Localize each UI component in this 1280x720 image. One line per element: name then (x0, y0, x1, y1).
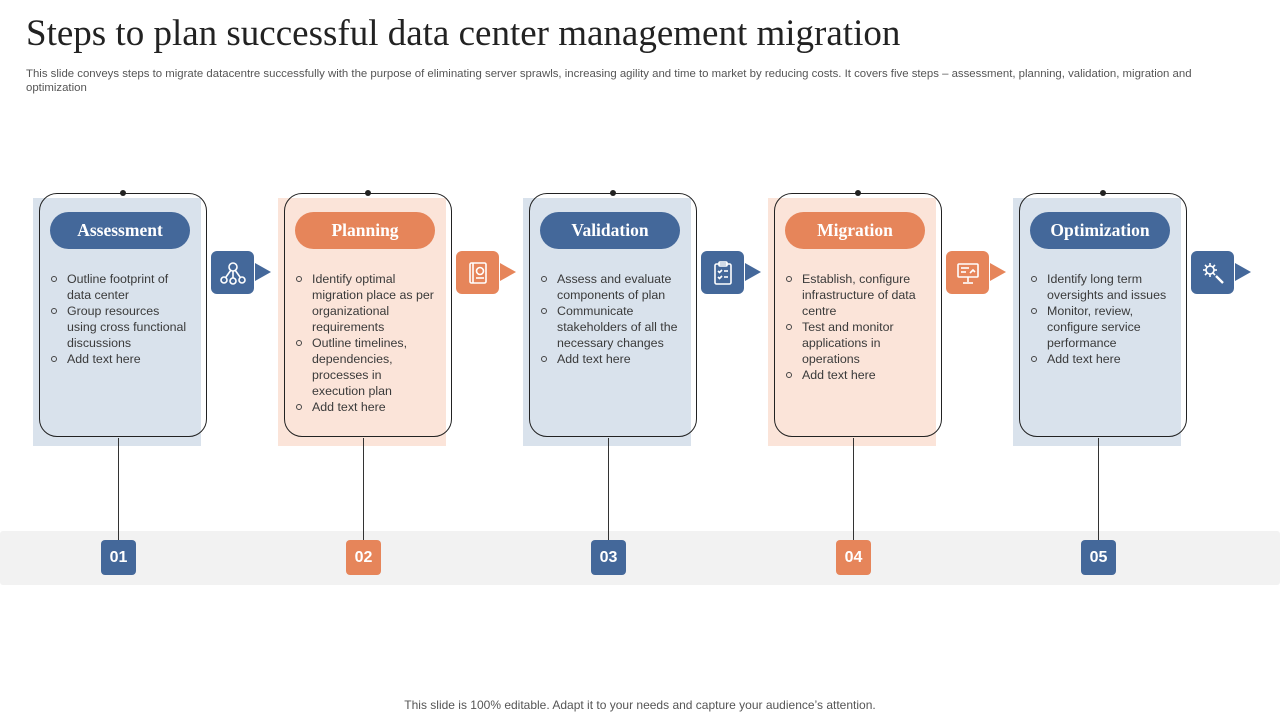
step-bullet-list (294, 271, 434, 415)
list-item: Outline footprint of data center (49, 271, 189, 303)
step-number-badge: 05 (1081, 540, 1116, 575)
network-icon (211, 251, 254, 294)
list-item: Establish, configure infrastructure of data centre (784, 271, 924, 319)
step-title-pill: Optimization (1030, 212, 1170, 249)
list-item: Add text here (539, 351, 679, 367)
connector-line (118, 438, 119, 541)
list-item: Monitor, review, configure service performance (1029, 303, 1169, 351)
connector-dot (610, 190, 616, 196)
arrow-right-icon (255, 263, 271, 281)
connector-line (853, 438, 854, 541)
list-item: Test and monitor applications in operations (784, 319, 924, 367)
plan-document-icon (456, 251, 499, 294)
connector-dot (120, 190, 126, 196)
step-assessment (33, 188, 263, 588)
gear-search-icon (1191, 251, 1234, 294)
list-item: Add text here (294, 399, 434, 415)
slide-footer: This slide is 100% editable. Adapt it to your needs and capture your audience’s attention. (404, 698, 876, 712)
step-bullet-list (49, 271, 189, 367)
connector-dot (365, 190, 371, 196)
step-number-badge: 04 (836, 540, 871, 575)
connector-line (1098, 438, 1099, 541)
step-bullet-list (784, 271, 924, 383)
migration-presentation-icon (946, 251, 989, 294)
step-number-badge: 02 (346, 540, 381, 575)
connector-line (363, 438, 364, 541)
connector-line (608, 438, 609, 541)
step-bullet-list (539, 271, 679, 367)
connector-dot (1100, 190, 1106, 196)
list-item: Outline timelines, dependencies, processes in execution plan (294, 335, 434, 399)
step-validation (523, 188, 753, 588)
arrow-right-icon (990, 263, 1006, 281)
arrow-right-icon (500, 263, 516, 281)
arrow-right-icon (1235, 263, 1251, 281)
step-title-pill: Validation (540, 212, 680, 249)
connector-dot (855, 190, 861, 196)
arrow-right-icon (745, 263, 761, 281)
step-title-pill: Planning (295, 212, 435, 249)
step-migration (768, 188, 998, 588)
step-title-pill: Assessment (50, 212, 190, 249)
list-item: Group resources using cross functional discussions (49, 303, 189, 351)
checklist-clipboard-icon (701, 251, 744, 294)
list-item: Identify long term oversights and issues (1029, 271, 1169, 303)
list-item: Communicate stakeholders of all the necessary changes (539, 303, 679, 351)
step-title-pill: Migration (785, 212, 925, 249)
slide-title: Steps to plan successful data center management migration (26, 13, 901, 54)
step-bullet-list (1029, 271, 1169, 367)
list-item: Identify optimal migration place as per organizational requirements (294, 271, 434, 335)
step-optimization (1013, 188, 1243, 588)
step-number-badge: 03 (591, 540, 626, 575)
list-item: Add text here (49, 351, 189, 367)
list-item: Add text here (784, 367, 924, 383)
step-number-badge: 01 (101, 540, 136, 575)
step-planning (278, 188, 508, 588)
list-item: Add text here (1029, 351, 1169, 367)
slide-subtitle: This slide conveys steps to migrate datacentre successfully with the purpose of eliminating server sprawls, increasing agility and time to market by reducing costs. It covers five steps – assessment, planning, validation, migration and optimization (26, 68, 1192, 94)
list-item: Assess and evaluate components of plan (539, 271, 679, 303)
